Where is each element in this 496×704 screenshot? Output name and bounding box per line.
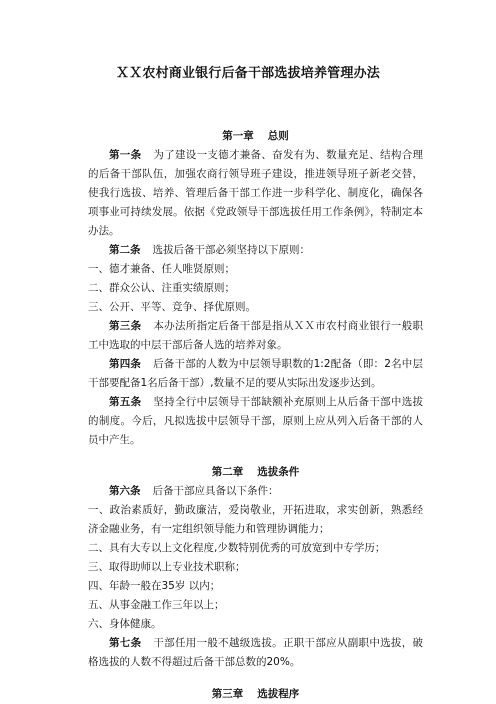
chapter-name: 选拔条件: [257, 466, 300, 478]
chapter-2-heading: [88, 463, 423, 482]
article-label: 第三条: [109, 320, 142, 332]
article-label: 第一条: [109, 149, 142, 161]
article-label: 第六条: [109, 485, 141, 497]
article-1: [88, 146, 423, 241]
list-item: 六、身体健康。: [88, 618, 162, 630]
article-text: 本办法所指定后备干部是指从ＸＸ市农村商业银行一般职工中选取的中层干部后备人选的培养对象。: [88, 320, 424, 351]
list-item: 一、德才兼备、任人唯贤原则；: [88, 263, 235, 275]
list-item: 二、群众公认、注重实绩原则；: [88, 282, 235, 294]
list-item: 五、从事金融工作三年以上；: [88, 599, 225, 611]
chapter-3-heading: [88, 685, 423, 704]
spacer: [88, 450, 423, 463]
chapter-1-heading: [88, 127, 423, 146]
article-2: [88, 241, 423, 260]
chapter-number: 第二章: [211, 466, 244, 478]
article-6: [88, 482, 423, 501]
article-text: 干部任用一般不越级选拔。正职干部应从副职中选拔，破格选拔的人数不得超过后备干部总数的20%。: [88, 637, 424, 668]
document-body: [88, 127, 423, 704]
list-item: 三、公开、平等、竞争、择优原则。: [88, 301, 256, 313]
article-text: 选拔后备干部必须坚持以下原则：: [152, 244, 310, 256]
document-title: ＸＸ农村商业银行后备干部选拔培养管理办法: [115, 66, 380, 81]
article-4: [88, 355, 423, 393]
list-item: 一、政治素质好，勤政廉洁，爱岗敬业，开拓进取，求实创新，熟悉经济金融业务，有一定组织领导能力和管理协调能力；: [88, 504, 423, 535]
list-item: 四、年龄一般在35岁 以内；: [88, 580, 221, 592]
article-3: [88, 317, 423, 355]
list-item: 三、取得助师以上专业技术职称；: [88, 561, 246, 573]
chapter-number: 第一章: [222, 130, 254, 142]
chapter-name: 总则: [267, 130, 289, 142]
article-text: 后备干部的人数为中层领导职数的1:2配备（即：2名中层干部要配备1名后备干部）,数量不足的要从实际出发逐步达到。: [88, 358, 424, 389]
article-label: 第七条: [109, 637, 142, 649]
article-text: 坚持全行中层领导干部缺额补充原则上从后备干部中选拔的制度。今后，凡拟选拔中层领导干部，原则上应从列入后备干部的人员中产生。: [88, 396, 424, 446]
chapter-number: 第三章: [211, 688, 244, 700]
chapter-name: 选拔程序: [257, 688, 300, 700]
article-5: [88, 393, 423, 450]
article-label: 第二条: [109, 244, 141, 256]
article-text: 后备干部应具备以下条件：: [152, 485, 279, 497]
article-text: 为了建设一支德才兼备、奋发有为、数量充足、结构合理的后备干部队伍，加强农商行领导班子建设，推进领导班子新老交替，使我行选拔、培养、管理后备干部工作进一步科学化、制度化，确保各项事业可持续发展。依据《党政领导干部选拔任用工作条例》，特制定本办法。: [88, 149, 424, 237]
article-7: [88, 634, 423, 672]
spacer: [88, 672, 423, 685]
list-item: 二、具有大专以上文化程度,少数特别优秀的可放宽到中专学历；: [88, 542, 386, 554]
article-label: 第四条: [109, 358, 142, 370]
article-label: 第五条: [109, 396, 142, 408]
